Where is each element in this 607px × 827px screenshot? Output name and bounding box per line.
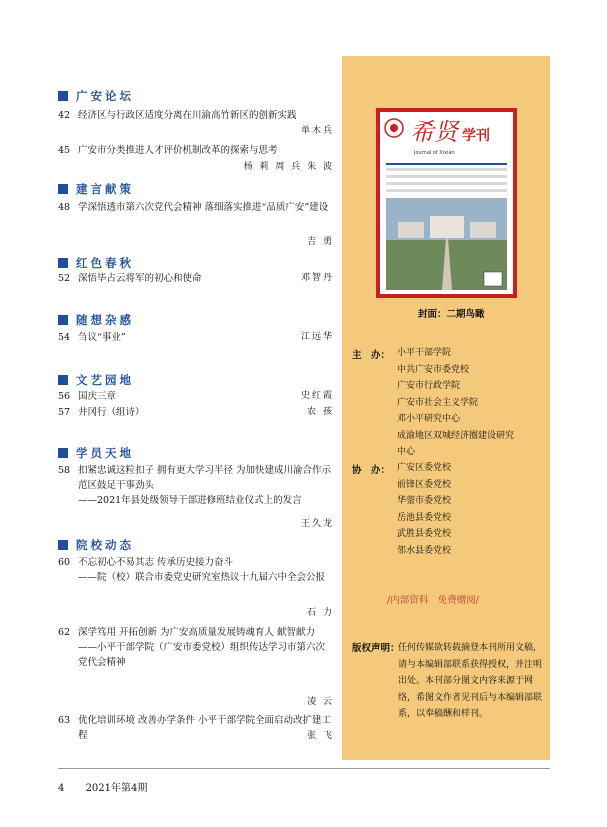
entry-title: 深学笃用 开拓创新 为广安高质量发展铸魂育人 献智献力 [78,627,316,638]
co-item: 华蓥市委党校 [397,496,452,506]
page-number: 52 [58,273,71,284]
entry-title: 国庆三章 [78,391,117,402]
entry-author: 凌 云 [307,697,334,707]
section-heading [58,537,134,553]
entry-author: 邓智丹 [300,273,334,283]
sponsors-label: 主 办： [352,350,391,361]
sponsors-list [397,345,547,461]
entry-title: 井冈行（组诗） [78,407,145,418]
sponsor-item: 广安市行政学院 [397,381,461,391]
co-item: 武胜县委党校 [397,529,452,539]
qr-code-icon [484,272,502,286]
toc-entry[interactable] [58,625,334,707]
cover-caption: 封面：二期鸟瞰 [418,309,485,320]
section-heading [58,255,134,271]
toc-entry[interactable] [58,463,334,529]
page-number: 60 [58,557,71,568]
entry-author: 石 力 [307,608,334,618]
footer-issue: 2021年第4期 [85,783,148,794]
footer-rule [58,768,550,769]
toc-entry[interactable] [58,271,334,286]
section-heading [58,181,134,197]
toc-entry[interactable] [58,555,334,618]
toc-entry[interactable] [58,405,334,420]
sponsor-item: 中共广安市委党校 [397,364,470,375]
page-number: 45 [58,145,71,156]
toc-entry[interactable] [58,389,334,404]
cover-title-text: 希贤 [410,118,458,146]
entry-subtitle: ——院（校）联合市委党史研究室热议十九届六中全会公报 [78,572,326,583]
cover-title-text: 学刊 [462,128,490,144]
cover-photo-building [470,222,496,238]
sponsor-item: 中心 [397,447,416,457]
cover-image [376,108,517,298]
co-item: 岳池县委党校 [397,512,452,523]
page-number: 57 [58,407,71,418]
section-title: 文艺园地 [76,373,134,387]
co-item: 广安区委党校 [397,463,452,473]
square-icon [58,540,68,550]
cover-headline-line [386,175,507,178]
entry-title: 深悟毕占云将军的初心和使命 [78,273,202,284]
section-title: 随想杂感 [76,313,134,327]
cover-photo-building [430,216,464,238]
entry-author: 杨 莉 周 兵 朱 波 [243,162,334,172]
section-heading [58,312,134,328]
cover-headline-line [386,168,507,171]
toc-entry[interactable] [58,330,334,345]
square-icon [58,91,68,101]
entry-subtitle: ——2021年县处级领导干部进修班结业仪式上的发言 [78,495,302,506]
co-item: 邻水县委党校 [397,545,452,556]
section-title: 红色春秋 [76,256,134,270]
cover-headline-line [386,189,507,192]
entry-title: 不忘初心不易其志 传承历史接力奋斗 [78,557,234,568]
square-icon [58,375,68,385]
cover-headline-line [386,182,507,185]
page-number: 58 [58,465,71,476]
copyright-text: 任何传媒欲转载摘登本刊所用文稿，请与本编辑部联系获得授权，并注明出处。本刊部分图文内容来源于网络，希图文作者见刊后与本编辑部联系，以奉稿酬和样刊。 [398,643,543,719]
emblem-core-icon [390,124,398,132]
page-number: 63 [58,715,71,726]
section-title: 院校动态 [76,538,134,552]
sponsor-item: 小平干部学院 [397,348,452,358]
cover-inner [380,112,513,294]
entry-title: 学深悟透市第六次党代会精神 落细落实推进“品质广安”建设 [78,202,329,213]
co-label: 协 办： [352,465,391,476]
sponsor-item: 广安市社会主义学院 [397,397,479,408]
entry-author: 农 孩 [307,407,334,417]
section-title: 建言献策 [76,182,134,196]
cover-illustration [380,112,513,294]
entry-author: 王久龙 [300,519,334,529]
page-number: 62 [58,627,71,638]
section-heading [58,445,134,461]
section-title: 广安论坛 [76,89,134,103]
entry-title: 优化培训环境 改善办学条件 小平干部学院全面启动改扩建工程 [78,715,332,741]
toc-entry[interactable] [58,713,334,743]
entry-author: 吉 勇 [307,237,334,247]
square-icon [58,448,68,458]
page-number: 54 [58,332,71,343]
page-number: 56 [58,391,71,402]
cover-en-text: Journal of Xixian [414,150,455,156]
toc-entry[interactable] [58,143,334,172]
entry-author: 单木兵 [300,126,334,136]
section-heading [58,372,134,388]
square-icon [58,258,68,268]
section-title: 学员天地 [76,446,134,460]
footer [58,779,147,794]
co-item: 前锋区委党校 [397,479,452,490]
footer-page-number: 4 [58,783,65,794]
co-list [397,460,547,559]
entry-author: 江远华 [300,332,334,342]
sponsor-item: 成渝地区双城经济圈建设研究 [397,430,515,441]
entry-author: 史红霞 [300,391,334,401]
cover-photo-building [398,222,424,238]
entry-subtitle: ——小平干部学院（广安市委党校）组织传达学习市第六次党代会精神 [78,642,326,668]
square-icon [58,184,68,194]
entry-title: 经济区与行政区适度分离在川渝高竹新区的创新实践 [78,110,297,121]
copyright-label: 版权声明： [352,643,400,654]
sponsor-item: 邓小平研究中心 [397,414,461,424]
square-icon [58,315,68,325]
toc-entry[interactable] [58,200,334,247]
entry-title: 刍议“事业” [78,332,126,343]
page-number: 42 [58,110,71,121]
section-heading [58,88,134,104]
entry-title: 广安市分类推进人才评价机制改革的探索与思考 [78,145,278,156]
toc-entry[interactable] [58,108,334,136]
internal-notice: /内部资料 免费赠阅/ [387,595,479,606]
page-number: 48 [58,202,71,213]
entry-title: 扣紧忠诚这粒扣子 拥有更大学习半径 为加快建成川渝合作示范区鼓足干事劲头 [78,465,332,491]
entry-author: 张 飞 [307,731,334,741]
